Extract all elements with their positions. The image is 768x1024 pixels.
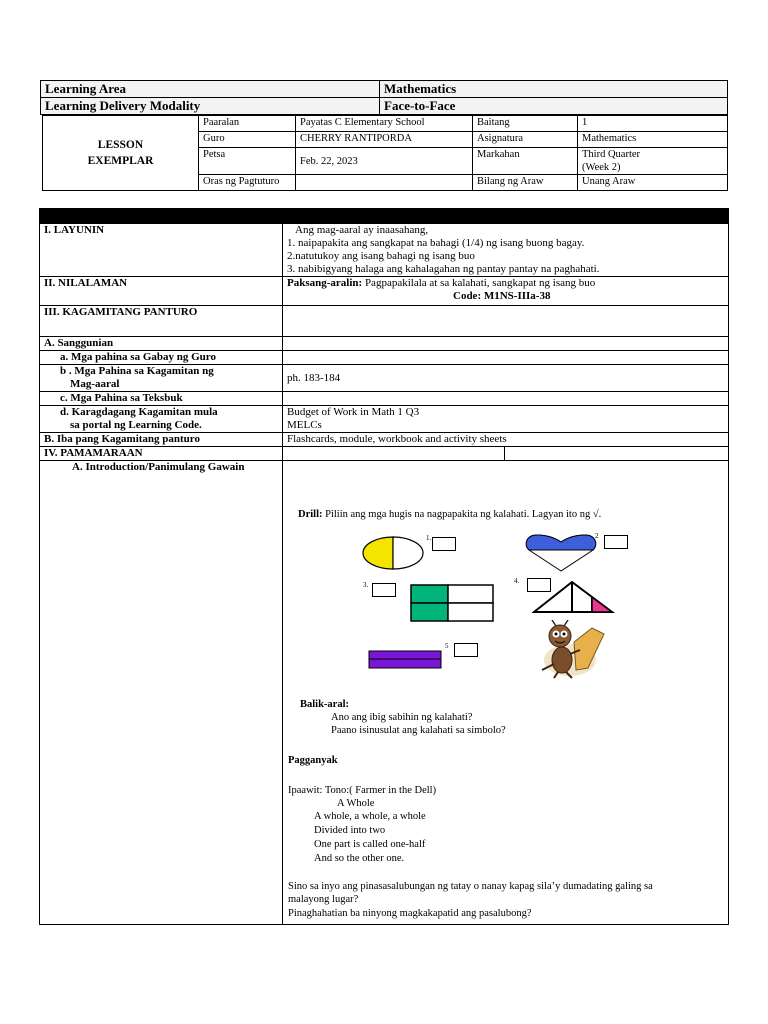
layunin-item-1: 1. naipapakita ang sangkapat na bahagi (1/4) ng isang buong bagay. bbox=[287, 237, 585, 249]
pagganyak-question-1b: malayong lugar? bbox=[288, 894, 359, 905]
answer-box-2[interactable] bbox=[604, 535, 628, 549]
answer-box-3[interactable] bbox=[372, 583, 396, 597]
asignatura-label: Asignatura bbox=[473, 132, 578, 148]
asignatura-value: Mathematics bbox=[578, 132, 728, 148]
oras-label: Oras ng Pagtuturo bbox=[199, 175, 296, 191]
learning-area-label: Learning Area bbox=[41, 81, 380, 98]
karagdagang-value-1: Budget of Work in Math 1 Q3 bbox=[287, 406, 420, 418]
info-table bbox=[42, 115, 728, 191]
kagamitan-mag-aaral-line1: b . Mga Pahina sa Kagamitan ng bbox=[60, 365, 214, 377]
oras-value bbox=[296, 175, 473, 191]
answer-box-5[interactable] bbox=[454, 643, 478, 657]
pagganyak-label: Pagganyak bbox=[288, 755, 338, 766]
ant-mascot-icon bbox=[530, 620, 610, 680]
lesson-title-line1: LESSON bbox=[97, 139, 144, 151]
layunin-item-3: 3. nabibigyang halaga ang kahalagahan ng pantay pantay na paghahati. bbox=[287, 263, 600, 275]
lesson-title-line2: EXEMPLAR bbox=[87, 155, 154, 167]
kagamitan-mag-aaral-label bbox=[40, 365, 283, 392]
nilalaman-label: II. NILALAMAN bbox=[40, 277, 283, 306]
kagamitan-label: III. KAGAMITANG PANTURO bbox=[40, 306, 283, 337]
lesson-code: Code: M1NS-IIIa-38 bbox=[453, 290, 551, 302]
modality-value: Face-to-Face bbox=[380, 98, 728, 115]
markahan-line1: Third Quarter bbox=[582, 149, 641, 160]
row-karagdagang bbox=[40, 406, 729, 433]
drill-instruction bbox=[298, 509, 601, 522]
row-nilalaman bbox=[40, 277, 729, 306]
header-table bbox=[40, 80, 728, 115]
balik-aral-question-2: Paano isinusulat ang kalahati sa simbolo? bbox=[331, 725, 506, 736]
triangle-pink-part bbox=[592, 597, 612, 612]
paaralan-label: Paaralan bbox=[199, 116, 296, 132]
pagganyak-question-1a: Sino sa inyo ang pinasasalubungan ng tatay o nanay kapag sila’y dumadating galing sa bbox=[288, 881, 653, 892]
iba-pang-value: Flashcards, module, workbook and activity sheets bbox=[283, 433, 729, 447]
song-title: A Whole bbox=[337, 798, 375, 809]
gabay-label: a. Mga pahina sa Gabay ng Guro bbox=[40, 351, 283, 365]
song-line-2: Divided into two bbox=[314, 825, 386, 836]
pagganyak-intro: Ipaawit: Tono:( Farmer in the Dell) bbox=[288, 785, 437, 796]
paaralan-value: Payatas C Elementary School bbox=[296, 116, 473, 132]
song-line-1: A whole, a whole, a whole bbox=[314, 811, 426, 822]
introduction-label: A. Introduction/Panimulang Gawain bbox=[40, 461, 283, 925]
paksang-label: Paksang-aralin: bbox=[287, 277, 363, 289]
learning-area-value: Mathematics bbox=[380, 81, 728, 98]
heart-blue-half bbox=[526, 535, 596, 550]
drill-text: Piliin ang mga hugis na nagpapakita ng kalahati. Lagyan ito ng √. bbox=[322, 509, 602, 520]
balik-aral-question-1: Ano ang ibig sabihin ng kalahati? bbox=[331, 712, 473, 723]
rectangle-shape bbox=[410, 584, 494, 622]
row-kagamitan-mag-aaral bbox=[40, 365, 729, 392]
header-black-row bbox=[40, 209, 729, 224]
half-circle-white bbox=[393, 537, 423, 569]
karagdagang-value bbox=[283, 406, 729, 433]
row-layunin bbox=[40, 224, 729, 277]
balik-aral-label: Balik-aral: bbox=[300, 699, 349, 710]
heart-shape bbox=[525, 534, 597, 572]
markahan-value bbox=[578, 148, 728, 175]
half-circle-yellow bbox=[363, 537, 393, 569]
row-sanggunian bbox=[40, 337, 729, 351]
bar-shape bbox=[368, 650, 442, 670]
paksang-value: Pagpapakilala at sa kalahati, sangkapat ng isang buo bbox=[362, 277, 596, 289]
song-line-3: One part is called one-half bbox=[314, 839, 426, 850]
song-line-4: And so the other one. bbox=[314, 853, 405, 864]
triangle-shape bbox=[532, 580, 616, 614]
kagamitan-mag-aaral-line2: Mag-aaral bbox=[70, 378, 120, 390]
markahan-label: Markahan bbox=[473, 148, 578, 175]
sanggunian-label: A. Sanggunian bbox=[40, 337, 283, 351]
lesson-exemplar-title bbox=[43, 116, 199, 191]
petsa-label: Petsa bbox=[199, 148, 296, 175]
layunin-intro: Ang mag-aaral ay inaasahang, bbox=[295, 224, 429, 236]
layunin-item-2: 2.natutukoy ang isang bahagi ng isang buo bbox=[287, 250, 475, 262]
baitang-value: 1 bbox=[578, 116, 728, 132]
bilang-label: Bilang ng Araw bbox=[473, 175, 578, 191]
row-teksbuk bbox=[40, 392, 729, 406]
layunin-content bbox=[283, 224, 729, 277]
nilalaman-content bbox=[283, 277, 729, 306]
row-iba-pang bbox=[40, 433, 729, 447]
modality-label: Learning Delivery Modality bbox=[41, 98, 380, 115]
karagdagang-line2: sa portal ng Learning Code. bbox=[70, 419, 202, 431]
karagdagang-label bbox=[40, 406, 283, 433]
guro-label: Guro bbox=[199, 132, 296, 148]
shape-number-4: 4. bbox=[514, 577, 520, 585]
markahan-line2: (Week 2) bbox=[582, 162, 621, 173]
layunin-label: I. LAYUNIN bbox=[40, 224, 283, 277]
kagamitan-mag-aaral-value: ph. 183-184 bbox=[283, 365, 729, 392]
petsa-value: Feb. 22, 2023 bbox=[296, 148, 473, 175]
shape-number-1: 1. bbox=[426, 534, 432, 542]
drill-label: Drill: bbox=[298, 509, 323, 520]
guro-value: CHERRY RANTIPORDA bbox=[296, 132, 473, 148]
karagdagang-line1: d. Karagdagang Kagamitan mula bbox=[60, 406, 218, 418]
row-pamamaraan bbox=[40, 447, 729, 461]
bilang-value: Unang Araw bbox=[578, 175, 728, 191]
teksbuk-label: c. Mga Pahina sa Teksbuk bbox=[40, 392, 283, 406]
half-circle-shape bbox=[362, 536, 424, 570]
row-gabay bbox=[40, 351, 729, 365]
shape-number-2: 2 bbox=[595, 532, 599, 540]
shape-number-3: 3. bbox=[363, 581, 369, 589]
pagganyak-question-2: Pinaghahatian ba ninyong magkakapatid ang pasalubong? bbox=[288, 908, 532, 919]
shape-number-5: 5 bbox=[445, 642, 449, 650]
baitang-label: Baitang bbox=[473, 116, 578, 132]
iba-pang-label: B. Iba pang Kagamitang panturo bbox=[40, 433, 283, 447]
row-kagamitan bbox=[40, 306, 729, 337]
answer-box-1[interactable] bbox=[432, 537, 456, 551]
karagdagang-value-2: MELCs bbox=[287, 419, 322, 431]
pamamaraan-label: IV. PAMAMARAAN bbox=[40, 447, 283, 461]
